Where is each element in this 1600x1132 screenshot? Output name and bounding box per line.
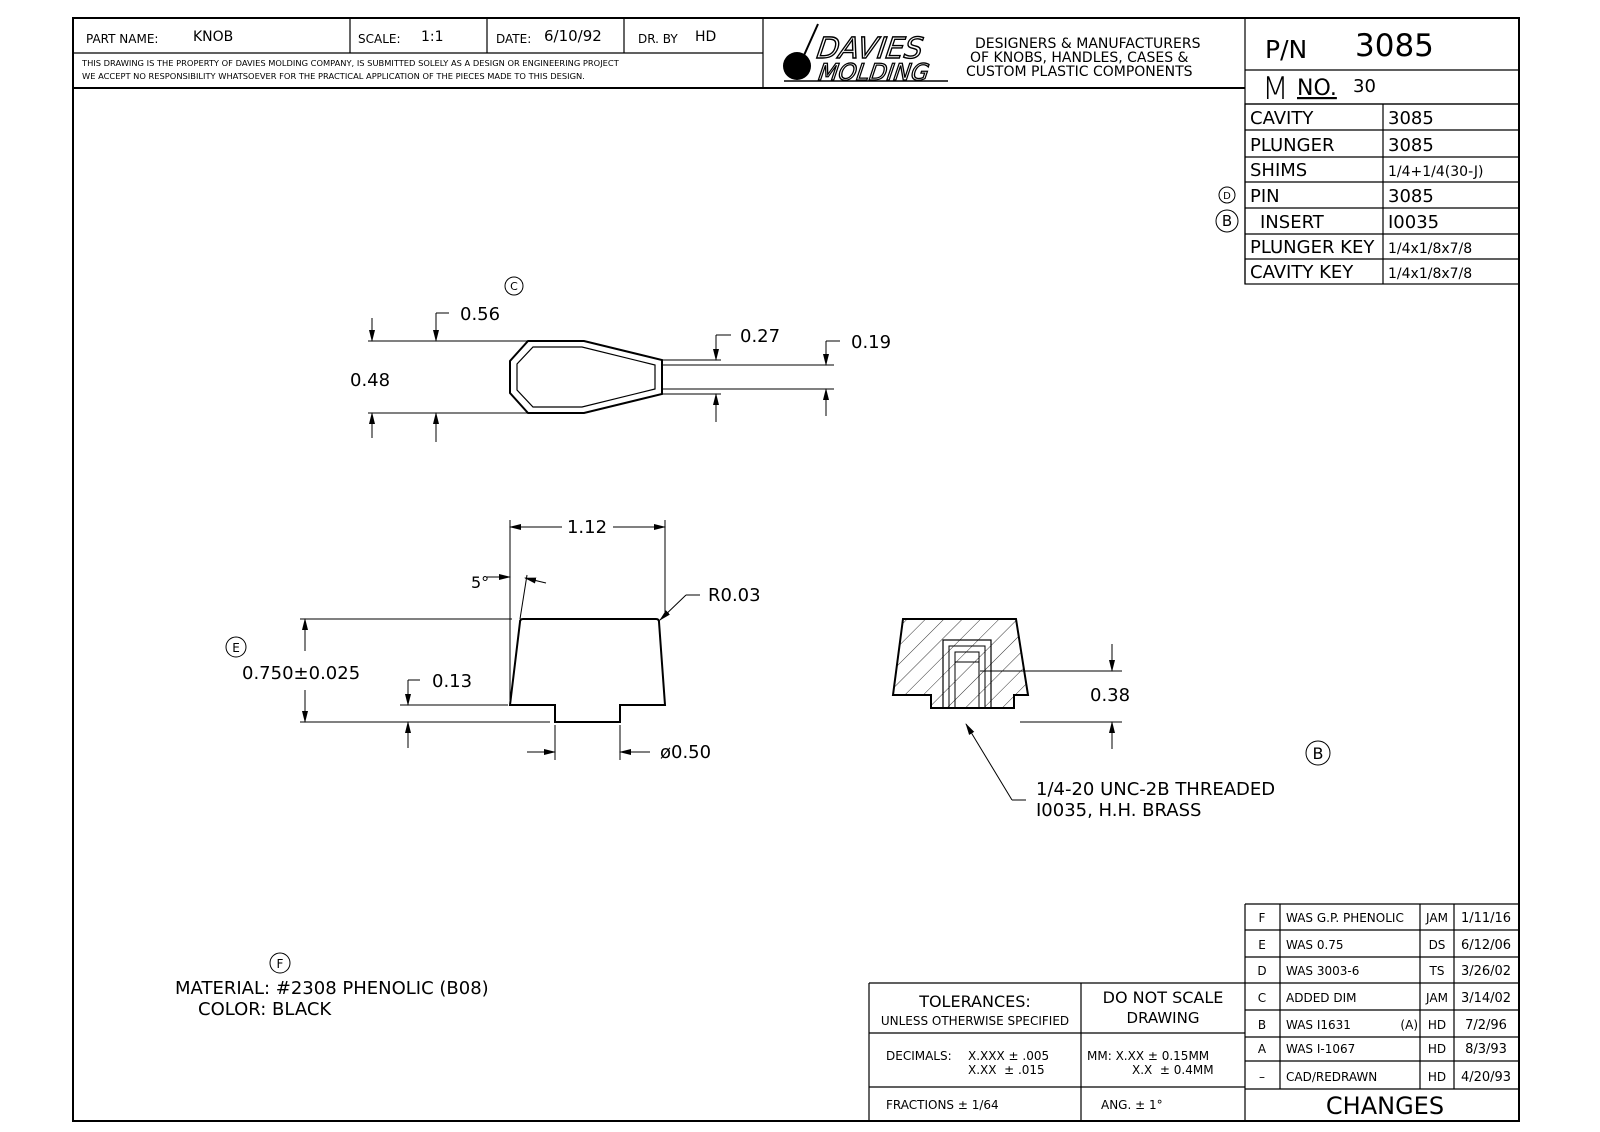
- tooling-marker: D: [1223, 191, 1231, 202]
- change-by: HD: [1427, 1018, 1447, 1032]
- dim-side-boss-diameter: ø0.50: [660, 742, 712, 763]
- dim-top-inner-depth: 0.19: [851, 332, 892, 353]
- dim-top-height: 0.48: [350, 370, 391, 391]
- change-rev: B: [1257, 1018, 1267, 1032]
- mold-number-no: NO.: [1297, 76, 1337, 101]
- knob-top-outline: [510, 341, 662, 413]
- change-rev: F: [1258, 911, 1266, 925]
- davies-molding-logo: [783, 24, 948, 86]
- logo-molding: MOLDING: [816, 60, 931, 86]
- tooling-value-cavity: 3085: [1388, 108, 1434, 129]
- change-rev: A: [1257, 1042, 1267, 1056]
- change-rev: D: [1257, 964, 1267, 978]
- dim-side-radius: R0.03: [708, 585, 761, 606]
- disclaimer-line-2: WE ACCEPT NO RESPONSIBILITY WHATSOEVER FOR THE PRACTICAL APPLICATION OF THE PIECES MADE TO THIS DESIGN.: [82, 71, 585, 81]
- dim-side-boss-height: 0.13: [432, 671, 473, 692]
- side-view: [226, 517, 761, 763]
- tooling-table: [1216, 104, 1519, 284]
- part-name-value: KNOB: [193, 29, 234, 45]
- top-view-marker: C: [510, 280, 518, 293]
- tooling-value-plunger: 3085: [1388, 135, 1434, 156]
- logo-davies: DAVIES: [814, 31, 926, 65]
- change-by: JAM: [1426, 991, 1448, 1005]
- change-reference: (A): [1400, 1018, 1418, 1032]
- change-description: WAS 0.75: [1286, 938, 1344, 952]
- part-number-value: 3085: [1355, 28, 1434, 64]
- changes-title: CHANGES: [1325, 1092, 1445, 1120]
- tooling-label-plunger-key: PLUNGER KEY: [1250, 237, 1375, 258]
- material-line: MATERIAL: #2308 PHENOLIC (B08): [175, 978, 489, 999]
- change-description: WAS I-1067: [1286, 1042, 1356, 1056]
- change-date: 1/11/16: [1460, 911, 1512, 926]
- dim-side-width: 1.12: [566, 517, 608, 538]
- tagline-3: CUSTOM PLASTIC COMPONENTS: [966, 64, 1193, 80]
- date-value: 6/10/92: [544, 27, 602, 45]
- tooling-label-cavity-key: CAVITY KEY: [1250, 262, 1354, 283]
- tooling-label-shims: SHIMS: [1250, 160, 1308, 181]
- change-date: 7/2/96: [1465, 1018, 1507, 1033]
- fractions-tolerance: FRACTIONS ± 1/64: [886, 1098, 999, 1112]
- mm-two-place: MM: X.XX ± 0.15MM: [1087, 1049, 1210, 1063]
- change-date: 4/20/93: [1460, 1070, 1512, 1085]
- section-note-line-1: 1/4-20 UNC-2B THREADED: [1036, 779, 1276, 800]
- drawn-by-value: HD: [695, 29, 717, 45]
- change-date: 3/14/02: [1460, 991, 1512, 1006]
- tooling-value-cavity-key: 1/4x1/8x7/8: [1388, 266, 1473, 282]
- tolerances-subtitle: UNLESS OTHERWISE SPECIFIED: [880, 1014, 1070, 1028]
- mm-one-place: X.X ± 0.4MM: [1132, 1063, 1214, 1077]
- angle-tolerance: ANG. ± 1°: [1101, 1098, 1163, 1112]
- change-date: 3/26/02: [1460, 964, 1512, 979]
- change-by: DS: [1428, 938, 1446, 952]
- change-by: JAM: [1426, 911, 1448, 925]
- material-marker: F: [276, 957, 284, 971]
- knob-top-inner-outline: [517, 347, 655, 407]
- tolerances-block: [869, 983, 1245, 1121]
- section-view-marker: B: [1312, 744, 1324, 763]
- material-note: [175, 953, 489, 1020]
- drawn-by-label: DR. BY: [638, 32, 678, 46]
- tooling-marker: B: [1221, 212, 1233, 230]
- tagline-2: OF KNOBS, HANDLES, CASES &: [970, 50, 1189, 66]
- decimals-three-place: X.XXX ± .005: [968, 1049, 1050, 1063]
- change-rev: E: [1258, 938, 1266, 952]
- tooling-label-plunger: PLUNGER: [1250, 135, 1335, 156]
- sheet-border: [73, 18, 1519, 1121]
- do-not-scale-line-1: DO NOT SCALE: [1102, 988, 1224, 1007]
- mold-number-m: M: [1262, 71, 1289, 107]
- section-view: [880, 610, 1330, 821]
- dim-side-draft-angle: 5°: [471, 573, 490, 592]
- change-rev: –: [1259, 1070, 1265, 1084]
- change-description: WAS G.P. PHENOLIC: [1286, 911, 1404, 925]
- tooling-value-shims: 1/4+1/4(30-J): [1388, 164, 1484, 180]
- change-rev: C: [1257, 991, 1267, 1005]
- change-by: TS: [1429, 964, 1445, 978]
- dim-top-flat-length: 0.56: [460, 304, 501, 325]
- tooling-value-insert: I0035: [1388, 212, 1440, 233]
- tooling-value-pin: 3085: [1388, 186, 1434, 207]
- change-description: ADDED DIM: [1286, 991, 1357, 1005]
- change-description: WAS 3003-6: [1286, 964, 1360, 978]
- section-note-line-2: I0035, H.H. BRASS: [1036, 800, 1202, 821]
- change-by: HD: [1427, 1070, 1447, 1084]
- change-description: CAD/REDRAWN: [1286, 1070, 1378, 1084]
- decimals-two-place: X.XX ± .015: [968, 1063, 1045, 1077]
- tagline-1: DESIGNERS & MANUFACTURERS: [975, 36, 1201, 52]
- disclaimer-line-1: THIS DRAWING IS THE PROPERTY OF DAVIES MOLDING COMPANY, IS SUBMITTED SOLELY AS A DESIGN OR ENGINEERING PROJECT: [82, 58, 619, 68]
- date-label: DATE:: [496, 32, 532, 46]
- decimals-label: DECIMALS:: [886, 1049, 952, 1063]
- part-number-label: P/N: [1265, 35, 1308, 64]
- changes-block: [1245, 904, 1519, 1121]
- tooling-label-pin: PIN: [1250, 186, 1280, 207]
- mold-number-value: 30: [1353, 76, 1376, 97]
- color-line: COLOR: BLACK: [198, 999, 332, 1020]
- knob-side-outline: [510, 619, 665, 722]
- change-date: 8/3/93: [1465, 1042, 1507, 1057]
- do-not-scale-line-2: DRAWING: [1126, 1009, 1200, 1027]
- top-view: [350, 277, 891, 442]
- dim-top-outer-depth: 0.27: [740, 326, 781, 347]
- change-by: HD: [1427, 1042, 1447, 1056]
- side-view-marker: E: [232, 641, 240, 655]
- scale-value: 1:1: [421, 29, 444, 45]
- scale-label: SCALE:: [358, 32, 401, 46]
- tolerances-title: TOLERANCES:: [919, 992, 1031, 1011]
- change-description: WAS I1631: [1286, 1018, 1351, 1032]
- dim-section-insert-depth: 0.38: [1090, 685, 1131, 706]
- part-name-label: PART NAME:: [86, 32, 159, 46]
- change-date: 6/12/06: [1460, 938, 1512, 953]
- tooling-label-insert: INSERT: [1260, 212, 1324, 233]
- title-block: [73, 18, 1245, 88]
- tooling-label-cavity: CAVITY: [1250, 108, 1314, 129]
- dim-side-height: 0.750±0.025: [242, 663, 361, 684]
- tooling-value-plunger-key: 1/4x1/8x7/8: [1388, 241, 1473, 257]
